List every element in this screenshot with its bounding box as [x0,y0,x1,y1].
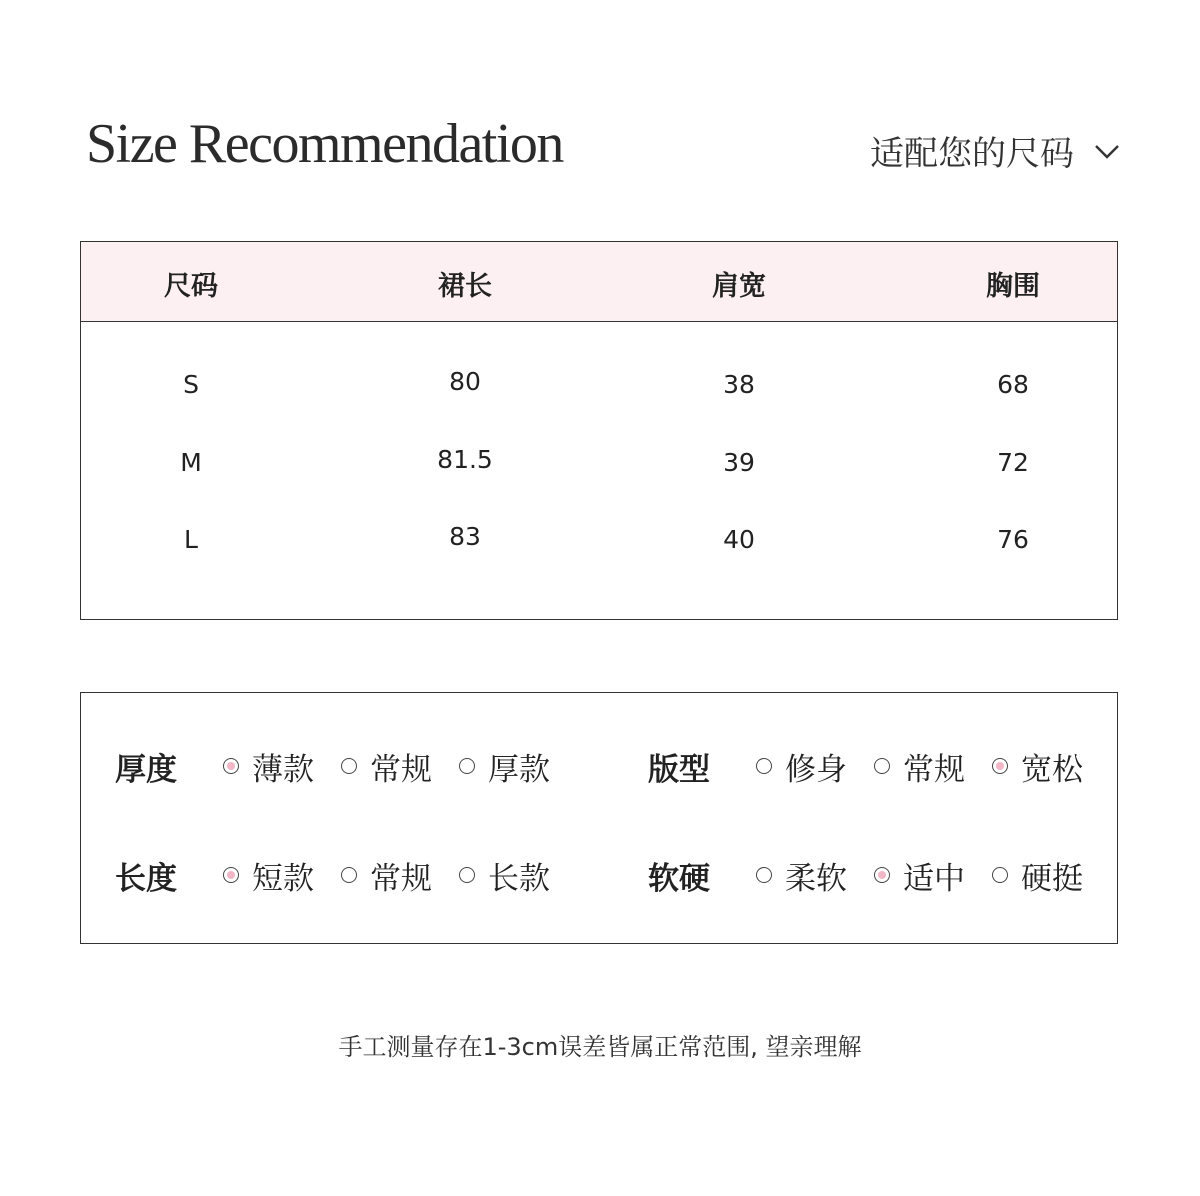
option-thin[interactable] [223,746,314,786]
attribute-fit [648,746,1118,786]
attribute-label: 版型 [648,751,710,788]
option-label: 常规 [370,751,432,788]
shoulder-width-cell: 39 [723,448,755,477]
skirt-length-cell: 80 [449,367,481,396]
header [86,112,1120,192]
option-slim[interactable] [756,746,847,786]
option-regular[interactable] [874,746,965,786]
radio-icon[interactable] [459,867,475,883]
radio-icon[interactable] [341,867,357,883]
chevron-down-icon [1094,138,1120,164]
size-cell: M [180,448,202,477]
size-table [80,241,1118,620]
option-medium[interactable] [874,855,965,895]
size-table-header [81,242,1117,322]
option-regular[interactable] [341,746,432,786]
radio-icon[interactable] [756,867,772,883]
option-label: 硬挺 [1021,860,1083,897]
table-row [81,368,1117,408]
column-header-size: 尺码 [164,271,218,302]
radio-icon[interactable] [874,758,890,774]
radio-icon[interactable] [459,758,475,774]
table-row [81,446,1117,486]
option-short[interactable] [223,855,314,895]
attribute-label: 长度 [115,860,177,897]
option-stiff[interactable] [992,855,1083,895]
option-label: 修身 [785,751,847,788]
option-label: 短款 [252,860,314,897]
size-cell: L [184,525,198,554]
shoulder-width-cell: 40 [723,525,755,554]
column-header-skirt-length: 裙长 [438,271,492,302]
page-title: Size Recommendation [86,113,563,175]
bust-cell: 68 [997,370,1029,399]
fit-size-selector[interactable] [870,126,1120,175]
measurement-footnote: 手工测量存在1-3cm误差皆属正常范围, 望亲理解 [338,1033,862,1061]
radio-selected-icon[interactable] [223,758,239,774]
bust-cell: 76 [997,525,1029,554]
radio-icon[interactable] [992,867,1008,883]
skirt-length-cell: 83 [449,522,481,551]
size-cell: S [183,370,199,399]
option-label: 常规 [903,751,965,788]
option-label: 薄款 [252,751,314,788]
fit-size-label: 适配您的尺码 [870,134,1074,174]
skirt-length-cell: 81.5 [437,445,493,474]
column-header-shoulder-width: 肩宽 [712,271,766,302]
option-long[interactable] [459,855,550,895]
option-label: 适中 [903,860,965,897]
attribute-length [115,855,585,895]
table-row [81,523,1117,563]
attribute-label: 厚度 [115,751,177,788]
fabric-attributes-panel [80,692,1118,944]
radio-icon[interactable] [341,758,357,774]
shoulder-width-cell: 38 [723,370,755,399]
bust-cell: 72 [997,448,1029,477]
radio-selected-icon[interactable] [223,867,239,883]
option-label: 长款 [488,860,550,897]
attribute-label: 软硬 [648,860,710,897]
option-soft[interactable] [756,855,847,895]
option-label: 厚款 [488,751,550,788]
option-label: 宽松 [1021,751,1083,788]
radio-selected-icon[interactable] [992,758,1008,774]
option-loose[interactable] [992,746,1083,786]
column-header-bust: 胸围 [986,271,1040,302]
option-label: 柔软 [785,860,847,897]
attribute-thickness [115,746,585,786]
radio-selected-icon[interactable] [874,867,890,883]
option-label: 常规 [370,860,432,897]
option-regular[interactable] [341,855,432,895]
attribute-stiffness [648,855,1118,895]
option-thick[interactable] [459,746,550,786]
radio-icon[interactable] [756,758,772,774]
